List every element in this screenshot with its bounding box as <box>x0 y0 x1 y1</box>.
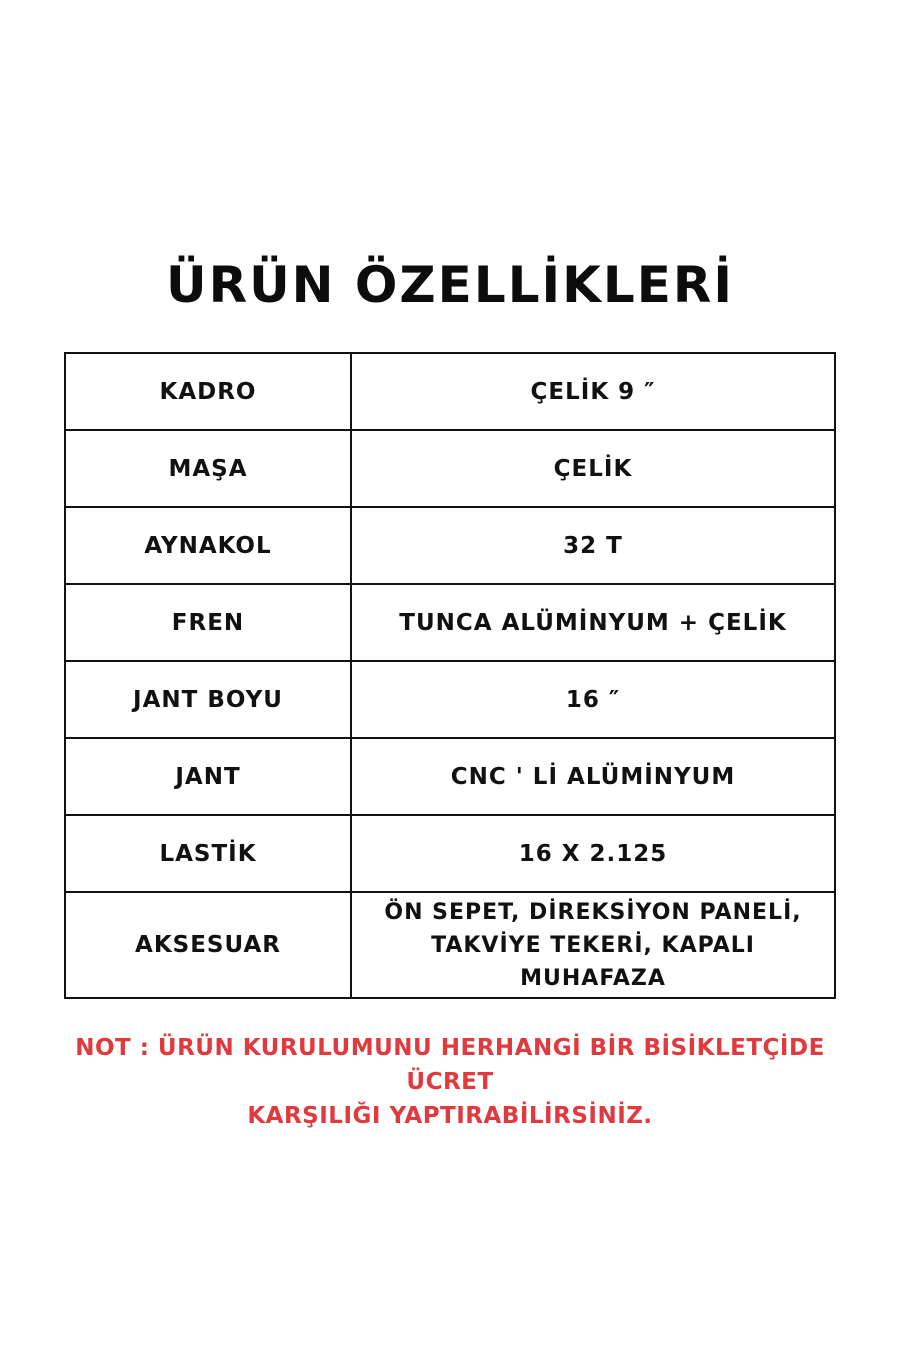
spec-label: LASTİK <box>65 815 351 892</box>
page-title: ÜRÜN ÖZELLİKLERİ <box>165 256 735 314</box>
table-row <box>65 661 835 738</box>
table-row <box>65 584 835 661</box>
table-row <box>65 430 835 507</box>
spec-label: FREN <box>65 584 351 661</box>
spec-value: 16 ″ <box>351 661 835 738</box>
spec-label: AYNAKOL <box>65 507 351 584</box>
table-row <box>65 892 835 998</box>
spec-table <box>64 352 836 999</box>
table-row <box>65 815 835 892</box>
spec-value: TUNCA ALÜMİNYUM + ÇELİK <box>351 584 835 661</box>
spec-value: 16 X 2.125 <box>351 815 835 892</box>
spec-value: ÇELİK 9 ″ <box>351 353 835 430</box>
spec-label: KADRO <box>65 353 351 430</box>
spec-value: CNC ' Lİ ALÜMİNYUM <box>351 738 835 815</box>
spec-label: AKSESUAR <box>65 892 351 998</box>
spec-label: JANT BOYU <box>65 661 351 738</box>
spec-value-multiline <box>351 892 835 998</box>
note-line: NOT : ÜRÜN KURULUMUNU HERHANGİ BİR BİSİKLETÇİDE ÜCRET <box>75 1035 825 1095</box>
spec-label: MAŞA <box>65 430 351 507</box>
table-row <box>65 738 835 815</box>
spec-label: JANT <box>65 738 351 815</box>
note-line: KARŞILIĞI YAPTIRABİLİRSİNİZ. <box>247 1103 653 1129</box>
installation-note <box>40 1031 860 1133</box>
spec-value: ÇELİK <box>351 430 835 507</box>
table-row <box>65 507 835 584</box>
spec-value: 32 T <box>351 507 835 584</box>
spec-value-line: ÖN SEPET, DİREKSİYON PANELİ, <box>384 899 802 925</box>
table-row <box>65 353 835 430</box>
spec-value-line: TAKVİYE TEKERİ, KAPALI MUHAFAZA <box>431 932 755 991</box>
